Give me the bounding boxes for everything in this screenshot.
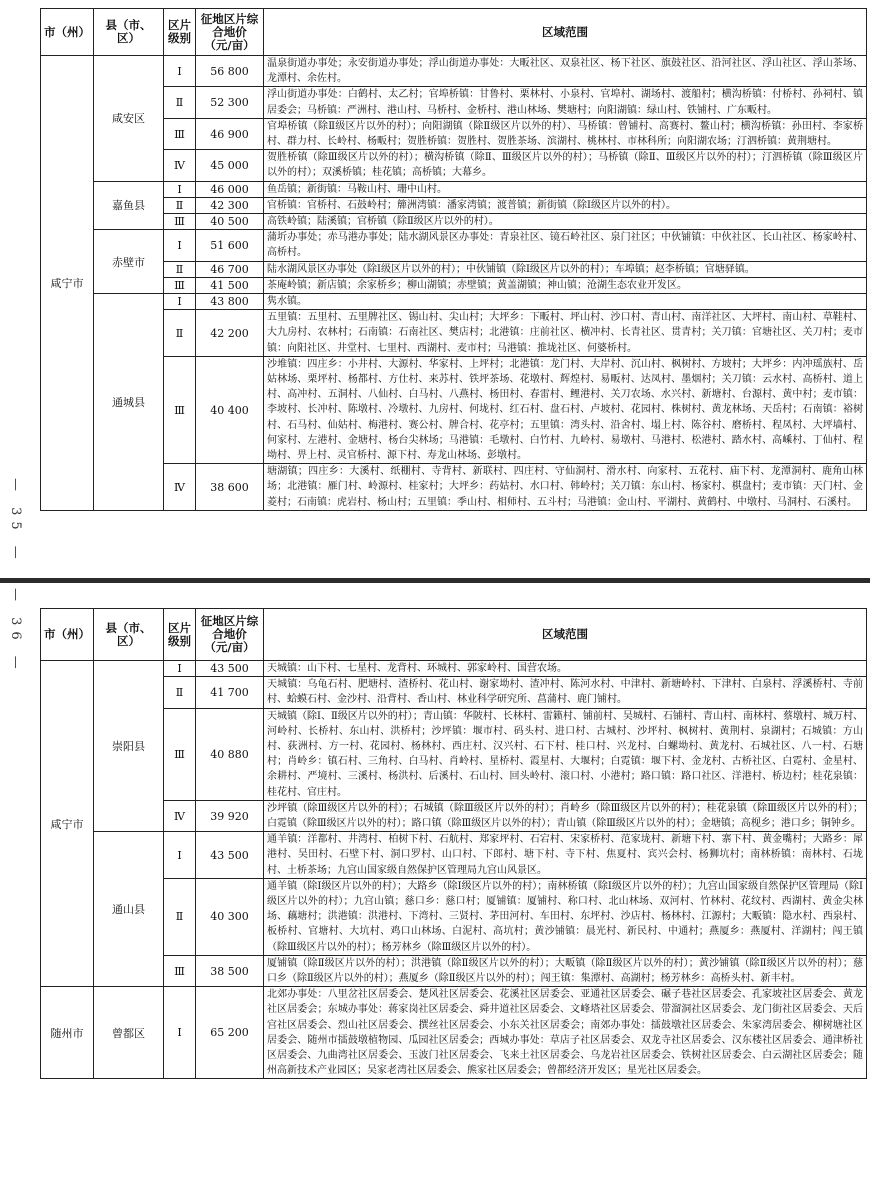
price-cell: 40 500 (196, 214, 264, 230)
header-area: 区域范围 (264, 9, 867, 56)
header-level: 区片级别 (164, 9, 196, 56)
table-row (41, 277, 867, 293)
price-cell: 40 300 (196, 878, 264, 955)
page-36 (0, 578, 870, 1179)
level-cell: Ⅲ (164, 708, 196, 800)
header-city: 市（州） (41, 609, 94, 661)
city-cell: 随州市 (41, 987, 94, 1079)
price-cell: 52 300 (196, 87, 264, 118)
price-cell: 46 700 (196, 261, 264, 277)
county-cell: 曾都区 (94, 987, 164, 1079)
area-cell: 天城镇（除Ⅰ、Ⅱ级区片以外的村）；青山镇：华陂村、长林村、雷籁村、铺前村、吴城村、石铺村、青山村、南林村、蔡墩村、城万村、河岭村、长桥村、东山村、洪桥村；沙坪镇：堰市村、码头村、进口村、古城村、沙坪村、枫树村、黄荆村、泉湖村；石城镇：方山村、荻洲村、方一村、花园村、杨林村、西庄村、汉兴村、石下村、桂口村、兴龙村、白螺坳村、黄龙村、石城社区、八一村、石塘村；肖岭乡：镇石村、三角村、白马村、肖岭村、星桥村、霞星村、大堰村；白霓镇：堰下村、金龙村、古桥社区、白霓村、金星村、余耕村、严境村、三溪村、杨洪村、后溪村、石山村、回头岭村、滚口村、小港村；路口镇：路口社区、洋港村、桥边村；桂花泉镇：桂花村、官庄村。 (264, 708, 867, 800)
page-number: — 35 — (8, 478, 23, 565)
city-cell: 咸宁市 (41, 661, 94, 987)
level-cell: Ⅳ (164, 800, 196, 831)
area-cell: 五里镇：五里村、五里牌社区、锡山村、尖山村；大坪乡：下畈村、坪山村、沙口村、青山村、南洋社区、大坪村、南山村、草鞋村、大九房村、农林村；石南镇：石南社区、樊店村；北港镇：庄前社区、横冲村、长青社区、贯青村；关刀镇：官塘社区、关刀村；麦市镇：向阳社区、井堂村、七里村、西湖村、麦市村；马港镇：推垅社区、何婆桥村。 (264, 310, 867, 357)
county-cell: 通城县 (94, 294, 164, 511)
price-cell: 43 800 (196, 294, 264, 310)
county-cell: 咸安区 (94, 56, 164, 182)
table-row (41, 464, 867, 511)
price-cell: 38 500 (196, 955, 264, 986)
header-price: 征地区片综合地价（元/亩） (196, 9, 264, 56)
area-cell: 鱼岳镇；新街镇：马鞍山村、珊中山村。 (264, 181, 867, 197)
header-area: 区域范围 (264, 609, 867, 661)
area-cell: 沙堆镇：四庄乡：小井村、大源村、华家村、上坪村；北港镇：龙门村、大岸村、沉山村、枫树村、方坡村；大坪乡：内冲瑶族村、岳姑林场、栗坪村、杨都村、方仕村、来苏村、铁坪茶场、花墩村、辉煌村、易畈村、达凤村、墨烟村；关刀镇：云水村、高桥村、道上村、高冲村、五洞村、八仙村、白马村、八燕村、杨田村、春雷村、鲤港村、关刀农场、水兴村、新塘村、台源村、黄中村；麦市镇：李坡村、长冲村、陈墩村、冷墩村、九房村、何垅村、红石村、盘石村、卢坡村、花园村、株树村、黄龙林场、天岳村；石南镇：裕树村、石马村、仙姑村、梅港村、赛公村、牌合村、花亭村；五里镇：湾头村、沿舍村、塌上村、陈谷村、磨桥村、程凤村、大坪墙村、何家村、左港村、金塘村、杨台尖林场；马港镇：毛墩村、白竹村、九岭村、易墩村、马港村、松港村、踏水村、高嵊村、丁仙村、程坳村、畀上村、灵官桥村、源下村、寿龙山林场、彭墩村。 (264, 356, 867, 463)
header-level: 区片级别 (164, 609, 196, 661)
level-cell: Ⅱ (164, 197, 196, 213)
price-cell: 40 880 (196, 708, 264, 800)
page-number: — 36 — (8, 588, 23, 675)
area-cell: 厦铺镇（除Ⅱ级区片以外的村）；洪港镇（除Ⅱ级区片以外的村）；大畈镇（除Ⅱ级区片以外的村）；黄沙铺镇（除Ⅱ级区片以外的村）；慈口乡（除Ⅱ级区片以外的村）；燕厦乡（除Ⅱ级区片以外的村）；闯王镇：集潭村、高湖村；杨芳林乡：高桥头村、新丰村。 (264, 955, 867, 986)
level-cell: Ⅲ (164, 277, 196, 293)
area-cell: 通羊镇（除Ⅰ级区片以外的村）；大路乡（除Ⅰ级区片以外的村）；南林桥镇（除Ⅰ级区片以外的村）；九宫山国家级自然保护区管理局（除Ⅰ级区片以外的村）；九宫山镇；慈口乡：慈口村；厦铺镇：厦铺村、称口村、北山林场、双河村、竹林村、花纹村、西湖村、黄金尖林场、藕塘村；洪港镇：洪港村、下湾村、三贤村、茅田河村、车田村、东坪村、沙店村、杨林村、江源村；大畈镇：隐水村、西泉村、板桥村、官塘村、大坑村、鸡口山林场、白泥村、高坑村；黄沙铺镇：晨光村、新民村、中通村；燕厦乡：燕厦村、洋湖村；闯王镇（除Ⅲ级区片以外的村）；杨芳林乡（除Ⅲ级区片以外的村）。 (264, 878, 867, 955)
level-cell: Ⅲ (164, 214, 196, 230)
county-cell: 嘉鱼县 (94, 181, 164, 230)
table-row (41, 310, 867, 357)
level-cell: Ⅱ (164, 87, 196, 118)
table-row (41, 118, 867, 149)
area-cell: 高铁岭镇；陆溪镇；官桥镇（除Ⅱ级区片以外的村）。 (264, 214, 867, 230)
price-cell: 56 800 (196, 56, 264, 87)
table-row (41, 181, 867, 197)
price-cell: 65 200 (196, 987, 264, 1079)
table-row (41, 214, 867, 230)
level-cell: Ⅲ (164, 356, 196, 463)
land-price-table-p36 (40, 608, 867, 1079)
price-cell: 41 500 (196, 277, 264, 293)
price-cell: 43 500 (196, 832, 264, 879)
table-row (41, 87, 867, 118)
table-row (41, 677, 867, 708)
level-cell: Ⅰ (164, 832, 196, 879)
area-cell: 蒲圻办事处；赤马港办事处；陆水湖风景区办事处：青泉社区、镜石岭社区、泉门社区；中伙铺镇：中伙社区、长山社区、杨家岭村、高桥村。 (264, 230, 867, 261)
area-cell: 陆水湖风景区办事处（除Ⅰ级区片以外的村）；中伙铺镇（除Ⅰ级区片以外的村）；车埠镇；赵李桥镇；官塘驿镇。 (264, 261, 867, 277)
header-city: 市（州） (41, 9, 94, 56)
level-cell: Ⅰ (164, 230, 196, 261)
table-row (41, 356, 867, 463)
price-cell: 51 600 (196, 230, 264, 261)
level-cell: Ⅰ (164, 661, 196, 677)
table-row (41, 800, 867, 831)
area-cell: 茶庵岭镇；新店镇；余家桥乡；柳山湖镇；赤壁镇；黄盖湖镇；神山镇；沧湖生态农业开发区。 (264, 277, 867, 293)
table-row (41, 878, 867, 955)
level-cell: Ⅱ (164, 261, 196, 277)
level-cell: Ⅰ (164, 987, 196, 1079)
area-cell: 通羊镇：洋都村、井湾村、柏树下村、石航村、郑家坪村、石宕村、宋家桥村、范家垅村、新塘下村、寨下村、黄金嘴村；大路乡：犀港村、吴田村、石壁下村、洞口罗村、山口村、下郎村、塘下村、寺下村、焦夏村、宾兴会村、杨狮坑村；南林桥镇：南林村、石垅村、土桥茶场；九宫山国家级自然保护区管理局九宫山风景区。 (264, 832, 867, 879)
price-cell: 39 920 (196, 800, 264, 831)
header-price: 征地区片综合地价（元/亩） (196, 609, 264, 661)
price-cell: 45 000 (196, 150, 264, 181)
table-row (41, 56, 867, 87)
price-cell: 42 200 (196, 310, 264, 357)
table-row (41, 661, 867, 677)
table-row (41, 197, 867, 213)
table-row (41, 832, 867, 879)
level-cell: Ⅱ (164, 878, 196, 955)
area-cell: 北郊办事处：八里岔社区居委会、楚风社区居委会、花溪社区居委会、亚通社区居委会、碾子巷社区居委会、孔家坡社区居委会、黄龙社区居委会；东城办事处：蒋家岗社区居委会、舜井道社区居委会、文峰塔社区居委会、带溜洞社区居委会、龙门街社区居委会、天后宫社区居委会、烈山社区居委会、撰丝社区居委会、小东关社区居委会；南郊办事处：擂鼓墩社区居委会、朱家湾居委会、柳树塘社区居委会、随州市擂鼓墩植物园、瓜园社区居委会；西城办事处：草店子社区居委会、双龙寺社区居委会、汉东楼社区居委会、通津桥社区居委会、九曲湾社区居委会、玉波门社区居委会、飞来土社区居委会、乌龙岩社区居委会、铁树社区居委会、白云湖社区居委会；随州高新技术产业园区；吴家老湾社区居委会、熊家社区居委会；曾都经济开发区；星光社区居委会。 (264, 987, 867, 1079)
level-cell: Ⅳ (164, 150, 196, 181)
price-cell: 42 300 (196, 197, 264, 213)
area-cell: 温泉街道办事处；永安街道办事处；浮山街道办事处：大畈社区、双泉社区、杨下社区、旗鼓社区、沿河社区、浮山社区、浮山茶场、龙潭村、余佐村。 (264, 56, 867, 87)
table-row (41, 987, 867, 1079)
area-cell: 塘湖镇；四庄乡：大溪村、纸棚村、寺背村、新联村、四庄村、守仙洞村、滑水村、向家村、五花村、庙下村、龙潭洞村、鹿角山林场；北港镇：雁门村、岭源村、桂家村；大坪乡：药姑村、水口村、韩岭村；关刀镇：东山村、杨家村、棋盘村；麦市镇：天门村、金菱村；石南镇：虎岩村、杨山村；五里镇：季山村、相师村、五斗村；马港镇：金山村、平湖村、黄鹤村、中墩村、马洞村、石溪村。 (264, 464, 867, 511)
area-cell: 官埠桥镇（除Ⅱ级区片以外的村）；向阳湖镇（除Ⅱ级区片以外的村）、马桥镇：曾铺村、高赛村、鳌山村；横沟桥镇：孙田村、李家桥村、群力村、长岭村、杨畈村；贺胜桥镇：贺胜村、贺胜茶场、滨湖村、桃林村、市林科所；向阳湖农场；汀泗桥镇：黄荆塘村。 (264, 118, 867, 149)
table-row (41, 230, 867, 261)
county-cell: 赤壁市 (94, 230, 164, 294)
area-cell: 天城镇：乌龟石村、肥塘村、渣桥村、花山村、谢家坳村、渣冲村、陈河水村、中津村、新塘岭村、下津村、白泉村、浮溪桥村、寺前村、蛤蟆石村、金沙村、沿背村、香山村、林业科学研究所、菖蒲村、鹿门铺村。 (264, 677, 867, 708)
area-cell: 天城镇：山下村、七星村、龙背村、环城村、郭家岭村、国营农场。 (264, 661, 867, 677)
level-cell: Ⅱ (164, 677, 196, 708)
header-county: 县（市、区） (94, 9, 164, 56)
county-cell: 崇阳县 (94, 661, 164, 832)
table-row (41, 294, 867, 310)
header-county: 县（市、区） (94, 609, 164, 661)
level-cell: Ⅰ (164, 294, 196, 310)
level-cell: Ⅱ (164, 310, 196, 357)
level-cell: Ⅲ (164, 118, 196, 149)
level-cell: Ⅰ (164, 56, 196, 87)
price-cell: 43 500 (196, 661, 264, 677)
level-cell: Ⅳ (164, 464, 196, 511)
table-row (41, 150, 867, 181)
price-cell: 46 900 (196, 118, 264, 149)
area-cell: 贺胜桥镇（除Ⅲ级区片以外的村）；横沟桥镇（除Ⅱ、Ⅲ级区片以外的村）；马桥镇（除Ⅱ、Ⅲ级区片以外的村）；汀泗桥镇（除Ⅲ级区片以外的村）；双溪桥镇；桂花镇；高桥镇；大幕乡。 (264, 150, 867, 181)
price-cell: 46 000 (196, 181, 264, 197)
area-cell: 沙坪镇（除Ⅲ级区片以外的村）；石城镇（除Ⅲ级区片以外的村）；肖岭乡（除Ⅲ级区片以外的村）；桂花泉镇（除Ⅲ级区片以外的村）；白霓镇（除Ⅲ级区片以外的村）；路口镇（除Ⅲ级区片以外的村）；青山镇（除Ⅲ级区片以外的村）；金塘镇；高枧乡；港口乡；铜钟乡。 (264, 800, 867, 831)
level-cell: Ⅲ (164, 955, 196, 986)
table-row (41, 955, 867, 986)
area-cell: 官桥镇：官桥村、石鼓岭村；簰洲湾镇：潘家湾镇；渡普镇；新街镇（除Ⅰ级区片以外的村）。 (264, 197, 867, 213)
table-row (41, 708, 867, 800)
county-cell: 通山县 (94, 832, 164, 987)
table-row (41, 261, 867, 277)
land-price-table-p35 (40, 8, 867, 511)
level-cell: Ⅰ (164, 181, 196, 197)
area-cell: 隽水镇。 (264, 294, 867, 310)
price-cell: 38 600 (196, 464, 264, 511)
price-cell: 40 400 (196, 356, 264, 463)
page-35 (0, 0, 870, 578)
price-cell: 41 700 (196, 677, 264, 708)
city-cell: 咸宁市 (41, 56, 94, 511)
area-cell: 浮山街道办事处：白鹤村、太乙村；官埠桥镇：甘鲁村、栗林村、小泉村、官埠村、湖场村、渡船村；横沟桥镇：付桥村、孙祠村、镇居委会；马桥镇：严洲村、港山村、马桥村、金桥村、港山林场、樊塘村；向阳湖镇：绿山村、铁铺村、广东畈村。 (264, 87, 867, 118)
